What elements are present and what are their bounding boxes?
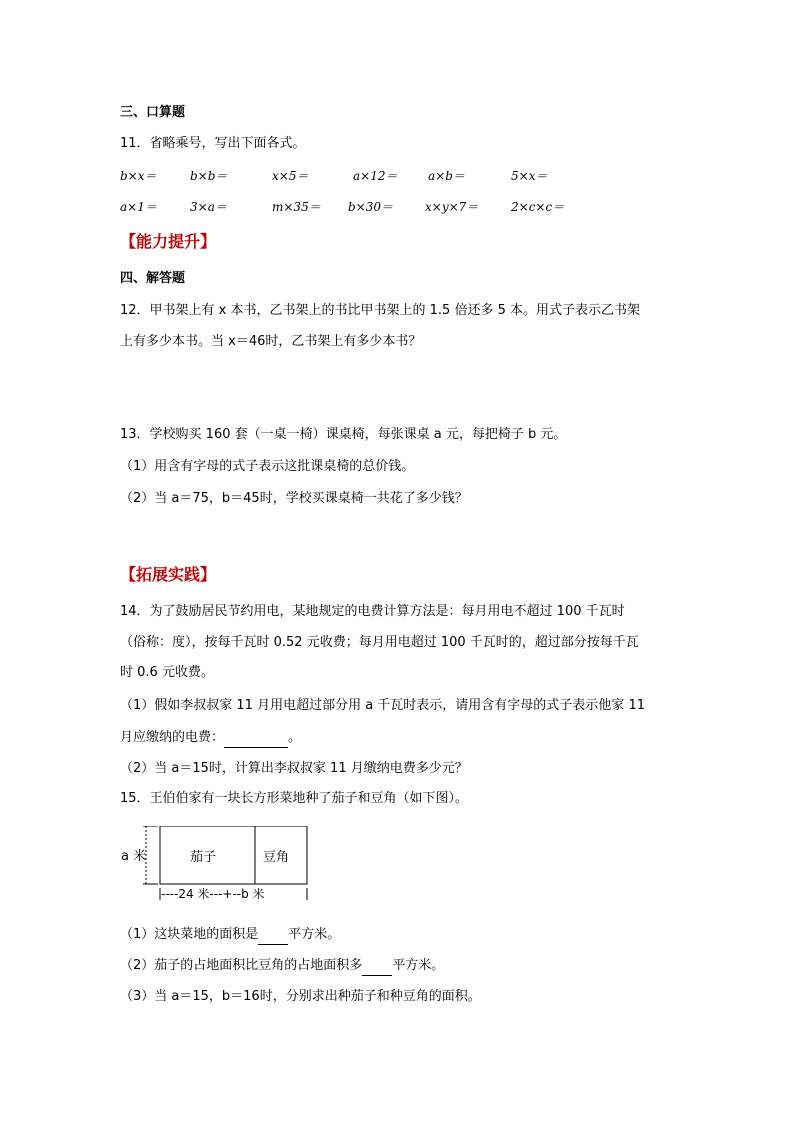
expr-2-2: 3×a＝ bbox=[190, 200, 227, 214]
answer-blank[interactable] bbox=[362, 957, 392, 976]
expr-2-3: m×35＝ bbox=[272, 200, 321, 214]
expr-2-1: a×1＝ bbox=[120, 200, 157, 214]
question-12-line1: 12．甲书架上有 x 本书，乙书架上的书比甲书架上的 1.5 倍还多 5 本。用式子表示乙书架 bbox=[120, 303, 640, 318]
expr-2-6: 2×c×c＝ bbox=[511, 200, 565, 214]
expr-1-6: 5×x＝ bbox=[511, 169, 548, 183]
expand-tag: 【拓展实践】 bbox=[120, 565, 217, 584]
question-15-part1 bbox=[120, 926, 340, 945]
question-14-line1: 14．为了鼓励居民节约用电，某地规定的电费计算方法是：每月用电不超过 100 千瓦时 bbox=[120, 604, 625, 619]
side-label: a 米 bbox=[121, 849, 147, 864]
question-15-part2-a: （2）茄子的占地面积比豆角的占地面积多 bbox=[120, 958, 363, 973]
question-15-part1-a: （1）这块菜地的面积是 bbox=[120, 927, 259, 942]
question-14-line2: （俗称：度），按每千瓦时 0.52 元收费；每月用电超过 100 千瓦时的，超过部分按每千瓦 bbox=[120, 635, 639, 650]
question-12-line2: 上有多少本书。当 x＝46时，乙书架上有多少本书？ bbox=[120, 334, 422, 349]
question-15-part1-b: 平方米。 bbox=[288, 927, 341, 942]
question-14-part2: （2）当 a＝15时，计算出李叔叔家 11 月缴纳电费多少元？ bbox=[120, 761, 468, 776]
expr-2-4: b×30＝ bbox=[348, 200, 394, 214]
question-13-part1: （1）用含有字母的式子表示这批课桌椅的总价钱。 bbox=[120, 459, 415, 474]
bottom-dimension-label: ----24 米---+--b 米 bbox=[161, 887, 265, 901]
question-11: 11．省略乘号，写出下面各式。 bbox=[120, 136, 306, 151]
question-15-part2-b: 平方米。 bbox=[392, 958, 445, 973]
expr-1-1: b×x＝ bbox=[120, 169, 157, 183]
question-15-part2 bbox=[120, 957, 444, 976]
question-14-line3: 时 0.6 元收费。 bbox=[120, 665, 214, 680]
eggplant-label: 茄子 bbox=[190, 850, 217, 865]
ability-tag: 【能力提升】 bbox=[120, 232, 217, 251]
vegetable-plot-figure bbox=[118, 826, 318, 906]
answer-blank[interactable] bbox=[224, 729, 288, 748]
section-title-4: 四、解答题 bbox=[120, 271, 186, 286]
expr-2-5: x×y×7＝ bbox=[425, 200, 479, 214]
question-15-part3: （3）当 a＝15，b＝16时，分别求出种茄子和种豆角的面积。 bbox=[120, 989, 481, 1004]
answer-blank[interactable] bbox=[258, 926, 288, 945]
question-14-part1-end: 。 bbox=[288, 730, 302, 745]
question-13-part2: （2）当 a＝75，b＝45时，学校买课桌椅一共花了多少钱？ bbox=[120, 491, 468, 506]
question-14-part1-line1: （1）假如李叔叔家 11 月用电超过部分用 a 千瓦时表示，请用含有字母的式子表示他家 11 bbox=[120, 698, 645, 713]
expr-1-2: b×b＝ bbox=[190, 169, 228, 183]
beans-label: 豆角 bbox=[263, 850, 290, 865]
expr-1-3: x×5＝ bbox=[272, 169, 309, 183]
plot-diagram bbox=[118, 826, 318, 906]
expr-1-4: a×12＝ bbox=[353, 169, 398, 183]
question-13-line1: 13．学校购买 160 套（一桌一椅）课桌椅，每张课桌 a 元，每把椅子 b 元。 bbox=[120, 427, 567, 442]
expr-1-5: a×b＝ bbox=[428, 169, 465, 183]
question-14-part1-text: 月应缴纳的电费： bbox=[120, 730, 225, 745]
section-title-3: 三、口算题 bbox=[120, 105, 186, 120]
question-15-line1: 15．王伯伯家有一块长方形菜地种了茄子和豆角（如下图）。 bbox=[120, 791, 469, 806]
question-14-part1-line2 bbox=[120, 729, 301, 748]
